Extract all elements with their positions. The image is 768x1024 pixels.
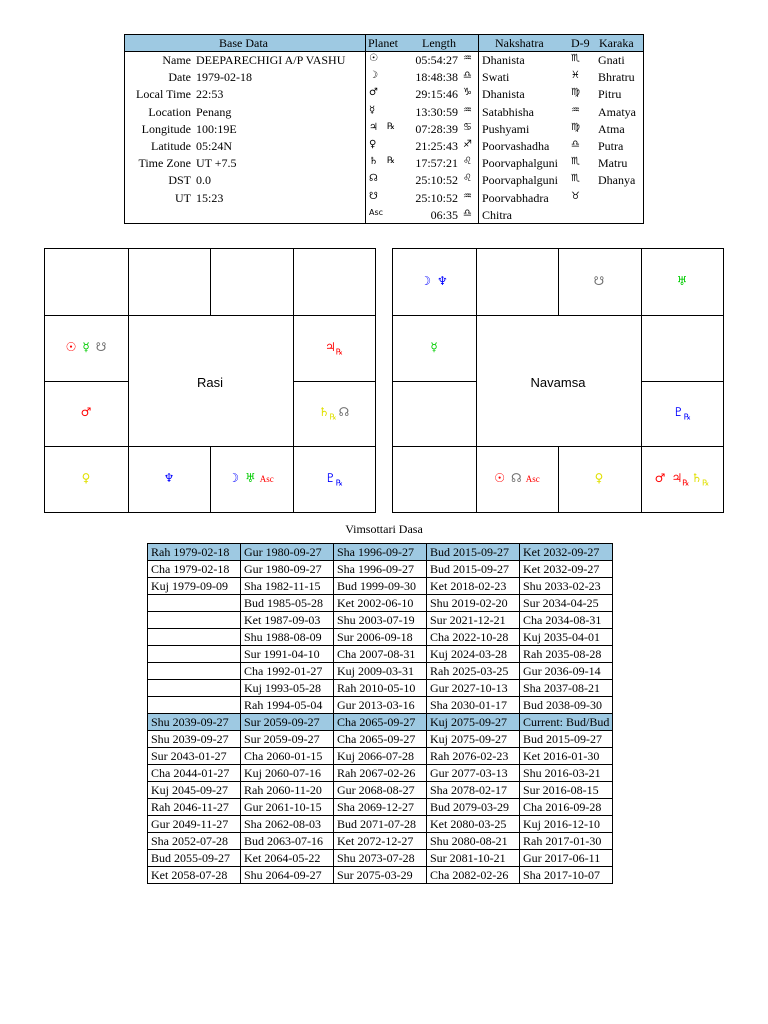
karaka-name: Amatya bbox=[598, 104, 636, 119]
d9-sign: ♒ bbox=[571, 104, 580, 116]
retrograde-mark: ℞ bbox=[702, 478, 710, 488]
dasa-cell: Shu 2073-07-28 bbox=[334, 850, 427, 867]
sign-symbol: ♋ bbox=[463, 121, 472, 133]
planet-glyph: ☽ bbox=[420, 274, 431, 288]
nakshatra-name: Chitra bbox=[482, 207, 512, 222]
dasa-cell: Sha 1996-09-27 bbox=[334, 544, 427, 561]
dasa-row bbox=[148, 833, 613, 850]
planet-glyph: ♇ bbox=[673, 405, 684, 419]
planet-glyph: ♀ bbox=[594, 471, 604, 485]
dasa-row bbox=[148, 867, 613, 884]
dasa-cell: Ket 2002-06-10 bbox=[334, 595, 427, 612]
dasa-cell: Sha 2037-08-21 bbox=[520, 680, 613, 697]
dasa-cell: Ket 2032-09-27 bbox=[520, 544, 613, 561]
house-planets-left-upper bbox=[26, 340, 146, 354]
dasa-cell: Cha 2016-09-28 bbox=[520, 799, 613, 816]
dasa-cell bbox=[148, 697, 241, 714]
field-value: Penang bbox=[196, 104, 232, 119]
chart-grid-line bbox=[393, 315, 723, 316]
planet-symbol: ☊ bbox=[369, 173, 378, 185]
planet-length: 18:48:38 bbox=[415, 70, 458, 85]
dasa-cell: Sha 1982-11-15 bbox=[241, 578, 334, 595]
d9-sign: ♎ bbox=[571, 139, 580, 150]
dasa-cell: Sha 2017-10-07 bbox=[520, 867, 613, 884]
karaka-name: Atma bbox=[598, 121, 625, 136]
dasa-row bbox=[148, 799, 613, 816]
field-label: Longitude bbox=[141, 121, 191, 136]
planet-glyph: ☽ bbox=[228, 471, 239, 485]
sign-symbol: ♑ bbox=[463, 87, 472, 99]
dasa-cell: Gur 2061-10-15 bbox=[241, 799, 334, 816]
dasa-cell: Shu 2003-07-19 bbox=[334, 612, 427, 629]
planet-glyph: ☋ bbox=[593, 274, 605, 288]
planet-glyph: ♆ bbox=[437, 274, 448, 288]
field-value: DEEPARECHIGI A/P VASHU bbox=[196, 53, 346, 67]
dasa-cell: Ket 2032-09-27 bbox=[520, 561, 613, 578]
dasa-cell: Bud 2015-09-27 bbox=[520, 731, 613, 748]
dasa-cell: Rah 1994-05-04 bbox=[241, 697, 334, 714]
dasa-cell bbox=[148, 680, 241, 697]
dasa-cell: Gur 2027-10-13 bbox=[427, 680, 520, 697]
house-planets-left-upper bbox=[374, 340, 494, 354]
field-value: 15:23 bbox=[196, 190, 224, 205]
field-label: Name bbox=[162, 53, 191, 67]
planet-glyph: ♅ bbox=[245, 471, 256, 485]
dasa-cell: Cha 1992-01-27 bbox=[241, 663, 334, 680]
planet-length: 17:57:21 bbox=[415, 156, 458, 171]
dasa-cell: Kuj 2075-09-27 bbox=[427, 714, 520, 731]
retrograde-mark: ℞ bbox=[335, 478, 343, 488]
dasa-cell: Ket 2080-03-25 bbox=[427, 816, 520, 833]
planet-glyph: ☉ bbox=[494, 471, 506, 485]
dasa-cell: Sur 2016-08-15 bbox=[520, 782, 613, 799]
dasa-cell: Bud 2063-07-16 bbox=[241, 833, 334, 850]
dasa-cell: Kuj 2024-03-28 bbox=[427, 646, 520, 663]
dasa-cell: Cha 2060-01-15 bbox=[241, 748, 334, 765]
dasa-cell: Rah 2010-05-10 bbox=[334, 680, 427, 697]
dasa-cell: Gur 1980-09-27 bbox=[241, 544, 334, 561]
dasa-cell: Kuj 2009-03-31 bbox=[334, 663, 427, 680]
dasa-cell: Sur 2006-09-18 bbox=[334, 629, 427, 646]
dasa-cell: Bud 2055-09-27 bbox=[148, 850, 241, 867]
header-d9: D-9 bbox=[571, 36, 590, 50]
dasa-cell: Kuj 2016-12-10 bbox=[520, 816, 613, 833]
navamsa-chart bbox=[392, 248, 724, 513]
dasa-row bbox=[148, 646, 613, 663]
nakshatra-name: Pushyami bbox=[482, 121, 530, 136]
dasa-row bbox=[148, 629, 613, 646]
field-value: 0.0 bbox=[196, 173, 211, 188]
field-label: DST bbox=[168, 173, 191, 188]
chart-grid-line bbox=[641, 381, 724, 382]
d9-sign: ♏ bbox=[571, 173, 580, 185]
planet-glyph: ☋ bbox=[95, 340, 107, 354]
dasa-cell: Shu 2080-08-21 bbox=[427, 833, 520, 850]
dasa-cell: Kuj 1993-05-28 bbox=[241, 680, 334, 697]
planet-symbol: ☋ bbox=[369, 190, 378, 202]
karaka-name: Pitru bbox=[598, 87, 622, 102]
planet-length: 05:54:27 bbox=[415, 53, 458, 67]
planet-glyph: ♂ bbox=[654, 471, 666, 485]
dasa-cell: Shu 2016-03-21 bbox=[520, 765, 613, 782]
dasa-cell: Bud 2015-09-27 bbox=[427, 544, 520, 561]
dasa-header-row bbox=[148, 714, 613, 731]
dasa-cell: Shu 2019-02-20 bbox=[427, 595, 520, 612]
navamsa-title: Navamsa bbox=[530, 375, 586, 390]
dasa-row bbox=[148, 816, 613, 833]
planet-symbol: ♂ bbox=[369, 87, 378, 99]
header-base-data: Base Data bbox=[219, 36, 268, 50]
karaka-name: Gnati bbox=[598, 53, 625, 67]
dasa-cell: Cha 2007-08-31 bbox=[334, 646, 427, 663]
dasa-cell bbox=[148, 595, 241, 612]
dasa-cell: Kuj 2075-09-27 bbox=[427, 731, 520, 748]
field-label: UT bbox=[175, 190, 191, 205]
chart-grid-line bbox=[210, 249, 211, 315]
dasa-cell: Rah 2067-02-26 bbox=[334, 765, 427, 782]
dasa-cell: Shu 2033-02-23 bbox=[520, 578, 613, 595]
planet-glyph: ☿ bbox=[82, 340, 90, 354]
sign-symbol: ♌ bbox=[463, 173, 472, 185]
karaka-name: Bhratru bbox=[598, 70, 635, 85]
dasa-row bbox=[148, 612, 613, 629]
dasa-cell: Bud 2079-03-29 bbox=[427, 799, 520, 816]
sign-symbol: ♎ bbox=[463, 207, 472, 219]
sign-symbol: ♒ bbox=[463, 190, 472, 202]
planet-glyph: ♇ bbox=[325, 471, 336, 485]
dasa-cell: Ket 1987-09-03 bbox=[241, 612, 334, 629]
field-label: Location bbox=[148, 104, 191, 119]
dasa-cell: Sur 2081-10-21 bbox=[427, 850, 520, 867]
header-planet: Planet bbox=[368, 36, 398, 50]
planet-glyph: ♃ bbox=[671, 471, 683, 485]
dasa-cell: Cha 2065-09-27 bbox=[334, 714, 427, 731]
sign-symbol: ♒ bbox=[463, 104, 472, 116]
dasa-cell: Rah 2076-02-23 bbox=[427, 748, 520, 765]
d9-sign: ♏ bbox=[571, 156, 580, 168]
dasa-row bbox=[148, 731, 613, 748]
dasa-cell: Sha 2062-08-03 bbox=[241, 816, 334, 833]
dasa-cell: Sur 2043-01-27 bbox=[148, 748, 241, 765]
house-planets-right-mid bbox=[622, 405, 742, 421]
sign-symbol: ♎ bbox=[463, 70, 472, 82]
karaka-name: Putra bbox=[598, 139, 624, 153]
planet-length: 25:10:52 bbox=[415, 173, 458, 188]
house-planets-bottom-right bbox=[622, 471, 742, 487]
dasa-row bbox=[148, 680, 613, 697]
dasa-cell: Sha 2052-07-28 bbox=[148, 833, 241, 850]
dasa-cell: Cha 2034-08-31 bbox=[520, 612, 613, 629]
dasa-cell: Cha 2022-10-28 bbox=[427, 629, 520, 646]
planet-length: 06:35 bbox=[430, 207, 458, 222]
planet-glyph: ♄ bbox=[691, 471, 703, 485]
dasa-table bbox=[147, 543, 613, 884]
dasa-cell: Sha 1996-09-27 bbox=[334, 561, 427, 578]
ascendant-label: Asc bbox=[259, 474, 274, 484]
house-planets-right-mid bbox=[274, 405, 394, 421]
d9-sign: ♍ bbox=[571, 121, 580, 133]
nakshatra-name: Poorvashadha bbox=[482, 139, 550, 153]
planet-glyph: ☊ bbox=[511, 471, 522, 485]
dasa-cell: Shu 2064-09-27 bbox=[241, 867, 334, 884]
dasa-cell: Shu 2039-09-27 bbox=[148, 714, 241, 731]
dasa-cell: Sur 2021-12-21 bbox=[427, 612, 520, 629]
dasa-row bbox=[148, 850, 613, 867]
dasa-row bbox=[148, 578, 613, 595]
rasi-title: Rasi bbox=[196, 375, 223, 390]
dasa-cell: Rah 1979-02-18 bbox=[148, 544, 241, 561]
dasa-cell: Kuj 1979-09-09 bbox=[148, 578, 241, 595]
dasa-cell: Sha 2078-02-17 bbox=[427, 782, 520, 799]
planet-glyph: ☿ bbox=[430, 340, 438, 354]
dasa-row bbox=[148, 595, 613, 612]
nakshatra-name: Satabhisha bbox=[482, 104, 534, 119]
dasa-cell bbox=[148, 646, 241, 663]
planet-symbol: Asc bbox=[369, 207, 384, 217]
dasa-cell: Gur 2068-08-27 bbox=[334, 782, 427, 799]
nakshatra-name: Swati bbox=[482, 70, 510, 85]
dasa-cell: Gur 2013-03-16 bbox=[334, 697, 427, 714]
retrograde-mark: ℞ bbox=[682, 478, 690, 488]
house-planets-left-mid bbox=[26, 405, 146, 419]
dasa-cell: Ket 2018-02-23 bbox=[427, 578, 520, 595]
planet-glyph: ☉ bbox=[65, 340, 77, 354]
chart-grid-line bbox=[293, 381, 376, 382]
retrograde-mark: ℞ bbox=[683, 412, 691, 422]
dasa-cell: Rah 2035-08-28 bbox=[520, 646, 613, 663]
dasa-cell: Rah 2060-11-20 bbox=[241, 782, 334, 799]
retrograde-mark: ℞ bbox=[335, 347, 343, 357]
planet-symbol: ☿ bbox=[369, 104, 376, 116]
dasa-cell: Sur 2034-04-25 bbox=[520, 595, 613, 612]
nakshatra-name: Dhanista bbox=[482, 53, 525, 67]
dasa-cell: Sur 2059-09-27 bbox=[241, 714, 334, 731]
sign-symbol: ♐ bbox=[463, 139, 472, 150]
base-data-header bbox=[125, 35, 643, 52]
field-value: 22:53 bbox=[196, 87, 224, 102]
dasa-cell: Kuj 2066-07-28 bbox=[334, 748, 427, 765]
dasa-cell: Bud 2015-09-27 bbox=[427, 561, 520, 578]
dasa-cell: Shu 1988-08-09 bbox=[241, 629, 334, 646]
base-data-table bbox=[124, 34, 644, 224]
chart-grid-line bbox=[393, 381, 476, 382]
dasa-header-row bbox=[148, 544, 613, 561]
planet-length: 13:30:59 bbox=[415, 104, 458, 119]
house-planets-bottom-right bbox=[274, 471, 394, 487]
nakshatra-name: Poorvaphalguni bbox=[482, 156, 558, 171]
dasa-cell bbox=[148, 629, 241, 646]
dasa-cell: Kuj 2045-09-27 bbox=[148, 782, 241, 799]
dasa-row bbox=[148, 697, 613, 714]
dasa-cell: Current: Bud/Bud bbox=[520, 714, 613, 731]
retrograde-mark: ℞ bbox=[387, 156, 396, 167]
dasa-cell: Kuj 2035-04-01 bbox=[520, 629, 613, 646]
field-label: Local Time bbox=[135, 87, 191, 102]
d9-sign: ♉ bbox=[571, 190, 580, 202]
planet-symbol: ☉ bbox=[369, 53, 378, 64]
sign-symbol: ♌ bbox=[463, 156, 472, 168]
house-planets-top-left bbox=[374, 274, 494, 288]
dasa-cell: Sur 2075-03-29 bbox=[334, 867, 427, 884]
d9-sign: ♏ bbox=[571, 53, 580, 64]
dasa-row bbox=[148, 748, 613, 765]
field-label: Date bbox=[168, 70, 191, 85]
field-label: Latitude bbox=[151, 139, 191, 153]
dasa-cell: Cha 2082-02-26 bbox=[427, 867, 520, 884]
planet-symbol: ♄ bbox=[369, 156, 378, 168]
dasa-row bbox=[148, 765, 613, 782]
karaka-name: Matru bbox=[598, 156, 628, 171]
field-value: 100:19E bbox=[196, 121, 237, 136]
nakshatra-name: Poorvabhadra bbox=[482, 190, 549, 205]
dasa-cell: Gur 2017-06-11 bbox=[520, 850, 613, 867]
dasa-cell: Gur 2036-09-14 bbox=[520, 663, 613, 680]
planet-glyph: ♄ bbox=[318, 405, 330, 419]
planet-glyph: ☊ bbox=[338, 405, 350, 419]
dasa-cell: Ket 2016-01-30 bbox=[520, 748, 613, 765]
dasa-title: Vimsottari Dasa bbox=[345, 522, 423, 536]
planet-glyph: ♆ bbox=[163, 471, 175, 485]
dasa-cell: Cha 1979-02-18 bbox=[148, 561, 241, 578]
dasa-cell: Rah 2025-03-25 bbox=[427, 663, 520, 680]
dasa-cell: Gur 2077-03-13 bbox=[427, 765, 520, 782]
dasa-cell: Sha 2030-01-17 bbox=[427, 697, 520, 714]
dasa-row bbox=[148, 663, 613, 680]
rasi-chart bbox=[44, 248, 376, 513]
retrograde-mark: ℞ bbox=[387, 121, 396, 132]
planet-glyph: ♂ bbox=[80, 405, 92, 419]
planet-glyph: ♀ bbox=[81, 471, 91, 485]
planet-length: 07:28:39 bbox=[415, 121, 458, 136]
planet-length: 25:10:52 bbox=[415, 190, 458, 205]
planet-length: 29:15:46 bbox=[415, 87, 458, 102]
retrograde-mark: ℞ bbox=[329, 412, 337, 422]
dasa-cell bbox=[148, 612, 241, 629]
dasa-cell: Cha 2044-01-27 bbox=[148, 765, 241, 782]
dasa-row bbox=[148, 782, 613, 799]
dasa-cell: Bud 2038-09-30 bbox=[520, 697, 613, 714]
planet-symbol: ♃ bbox=[369, 121, 378, 133]
dasa-cell: Bud 1985-05-28 bbox=[241, 595, 334, 612]
sign-symbol: ♒ bbox=[463, 53, 472, 64]
dasa-cell: Bud 1999-09-30 bbox=[334, 578, 427, 595]
dasa-cell: Rah 2017-01-30 bbox=[520, 833, 613, 850]
dasa-cell: Bud 2071-07-28 bbox=[334, 816, 427, 833]
chart-grid-line bbox=[45, 381, 128, 382]
field-value: 1979-02-18 bbox=[196, 70, 252, 85]
dasa-cell: Sur 1991-04-10 bbox=[241, 646, 334, 663]
planet-symbol: ☽ bbox=[369, 70, 378, 82]
dasa-cell: Shu 2039-09-27 bbox=[148, 731, 241, 748]
karaka-name: Dhanya bbox=[598, 173, 636, 188]
house-planets-top-right bbox=[622, 274, 742, 288]
dasa-cell: Sur 2059-09-27 bbox=[241, 731, 334, 748]
d9-sign: ♓ bbox=[571, 70, 580, 82]
d9-sign: ♍ bbox=[571, 87, 580, 99]
field-value: 05:24N bbox=[196, 139, 232, 153]
dasa-cell: Gur 2049-11-27 bbox=[148, 816, 241, 833]
nakshatra-name: Dhanista bbox=[482, 87, 525, 102]
dasa-cell: Gur 1980-09-27 bbox=[241, 561, 334, 578]
header-nakshatra: Nakshatra bbox=[495, 36, 544, 50]
dasa-cell: Cha 2065-09-27 bbox=[334, 731, 427, 748]
dasa-cell: Kuj 2060-07-16 bbox=[241, 765, 334, 782]
dasa-cell: Sha 2069-12-27 bbox=[334, 799, 427, 816]
dasa-cell: Ket 2064-05-22 bbox=[241, 850, 334, 867]
field-value: UT +7.5 bbox=[196, 156, 237, 171]
dasa-cell: Ket 2072-12-27 bbox=[334, 833, 427, 850]
planet-length: 21:25:43 bbox=[415, 139, 458, 153]
nakshatra-name: Poorvaphalguni bbox=[482, 173, 558, 188]
planet-glyph: ♃ bbox=[325, 340, 336, 354]
planet-glyph: ♅ bbox=[676, 274, 688, 288]
dasa-cell bbox=[148, 663, 241, 680]
header-karaka: Karaka bbox=[599, 36, 634, 50]
field-label: Time Zone bbox=[138, 156, 191, 171]
ascendant-label: Asc bbox=[525, 474, 540, 484]
chart-grid-line bbox=[45, 315, 375, 316]
dasa-cell: Rah 2046-11-27 bbox=[148, 799, 241, 816]
planet-symbol: ♀ bbox=[369, 139, 377, 150]
dasa-cell: Ket 2058-07-28 bbox=[148, 867, 241, 884]
header-length: Length bbox=[422, 36, 456, 50]
dasa-row bbox=[148, 561, 613, 578]
